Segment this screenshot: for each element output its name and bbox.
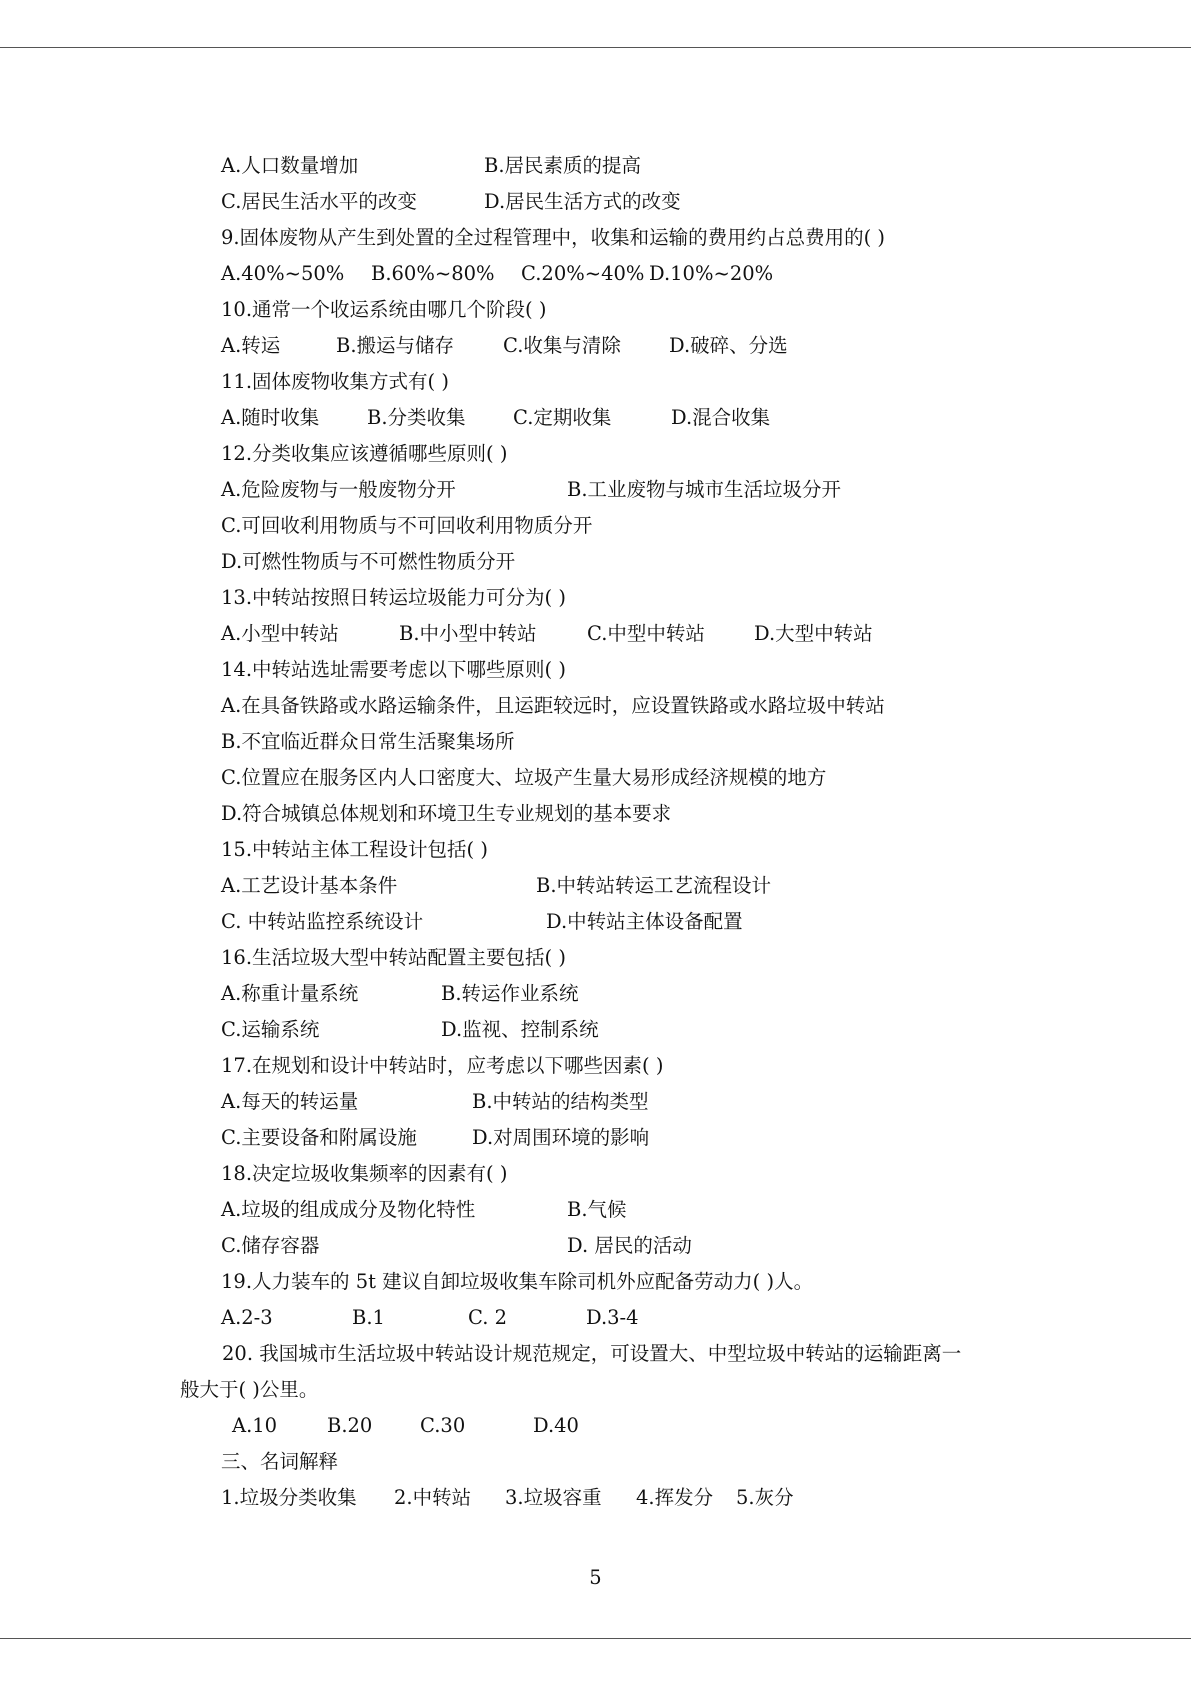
- q15-options-row-2: [0, 904, 1191, 940]
- q10-option-c: C.收集与清除: [503, 334, 621, 357]
- q17-option-a: A.每天的转运量: [221, 1090, 359, 1113]
- q8-option-c: C.居民生活水平的改变: [221, 190, 417, 213]
- q17-option-b: B.中转站的结构类型: [472, 1090, 649, 1113]
- q16-stem: 16.生活垃圾大型中转站配置主要包括( ): [221, 946, 566, 969]
- footer-rule: [0, 1638, 1191, 1639]
- q8-option-b: B.居民素质的提高: [484, 154, 642, 177]
- q18-options-row-2: [0, 1228, 1191, 1264]
- q15-option-c: C. 中转站监控系统设计: [221, 910, 424, 933]
- q9-option-a: A.40%~50%: [221, 262, 345, 285]
- q17-option-d: D.对周围环境的影响: [472, 1126, 650, 1149]
- q20-option-a: A.10: [232, 1414, 278, 1437]
- q19-option-c: C. 2: [468, 1306, 508, 1329]
- q18-option-a: A.垃圾的组成成分及物化特性: [221, 1198, 476, 1221]
- q19-options: [0, 1300, 1191, 1336]
- q10-options: [0, 328, 1191, 364]
- q15-options-row-1: [0, 868, 1191, 904]
- q12-options-row-1: [0, 472, 1191, 508]
- q10-stem: 10.通常一个收运系统由哪几个阶段( ): [221, 298, 547, 321]
- q12-option-c: C.可回收利用物质与不可回收利用物质分开: [221, 514, 593, 537]
- q13-options: [0, 616, 1191, 652]
- q20-option-d: D.40: [533, 1414, 579, 1437]
- q9-option-d: D.10%~20%: [649, 262, 774, 285]
- q11-stem: 11.固体废物收集方式有( ): [221, 370, 449, 393]
- q13-option-d: D.大型中转站: [754, 622, 873, 645]
- q16-options-row-2: [0, 1012, 1191, 1048]
- q17-stem: 17.在规划和设计中转站时，应考虑以下哪些因素( ): [221, 1054, 664, 1077]
- q13-option-a: A.小型中转站: [221, 622, 339, 645]
- term-item: 1.垃圾分类收集: [221, 1486, 357, 1509]
- q15-option-d: D.中转站主体设备配置: [546, 910, 743, 933]
- q19-option-b: B.1: [352, 1306, 385, 1329]
- section-3-heading: 三、名词解释: [221, 1450, 339, 1473]
- q14-option-d: D.符合城镇总体规划和环境卫生专业规划的基本要求: [221, 802, 672, 825]
- q9-option-b: B.60%~80%: [371, 262, 495, 285]
- q11-options: [0, 400, 1191, 436]
- q14-option-a: A.在具备铁路或水路运输条件，且运距较远时，应设置铁路或水路垃圾中转站: [221, 694, 885, 717]
- term-item: 3.垃圾容重: [505, 1486, 602, 1509]
- q9-option-c: C.20%~40%: [521, 262, 645, 285]
- q17-option-c: C.主要设备和附属设施: [221, 1126, 417, 1149]
- q14-option-b: B.不宜临近群众日常生活聚集场所: [221, 730, 515, 753]
- q13-option-b: B.中小型中转站: [399, 622, 537, 645]
- q18-options-row-1: [0, 1192, 1191, 1228]
- q18-option-b: B.气候: [567, 1198, 627, 1221]
- q10-option-a: A.转运: [221, 334, 281, 357]
- section-3-terms: [0, 1480, 1191, 1516]
- q18-stem: 18.决定垃圾收集频率的因素有( ): [221, 1162, 508, 1185]
- q15-stem: 15.中转站主体工程设计包括( ): [221, 838, 488, 861]
- q12-option-a: A.危险废物与一般废物分开: [221, 478, 456, 501]
- q10-option-b: B.搬运与储存: [336, 334, 455, 357]
- header-rule: [0, 47, 1191, 48]
- term-item: 5.灰分: [736, 1486, 794, 1509]
- page-number: 5: [589, 1566, 602, 1589]
- q8-options-row-1: [0, 148, 1191, 184]
- q13-option-c: C.中型中转站: [587, 622, 705, 645]
- q13-stem: 13.中转站按照日转运垃圾能力可分为( ): [221, 586, 566, 609]
- q11-option-d: D.混合收集: [671, 406, 771, 429]
- term-item: 4.挥发分: [636, 1486, 714, 1509]
- q11-option-b: B.分类收集: [367, 406, 466, 429]
- q16-option-d: D.监视、控制系统: [441, 1018, 599, 1041]
- q14-stem: 14.中转站选址需要考虑以下哪些原则( ): [221, 658, 566, 681]
- q20-stem-line-2: 般大于( )公里。: [180, 1378, 319, 1401]
- q9-options: [0, 256, 1191, 292]
- q20-option-c: C.30: [420, 1414, 466, 1437]
- q20-options: [0, 1408, 1191, 1444]
- q19-stem: 19.人力装车的 5t 建议自卸垃圾收集车除司机外应配备劳动力( )人。: [221, 1270, 814, 1293]
- q9-stem: 9.固体废物从产生到处置的全过程管理中，收集和运输的费用约占总费用的( ): [221, 226, 886, 249]
- q8-option-a: A.人口数量增加: [221, 154, 359, 177]
- q17-options-row-2: [0, 1120, 1191, 1156]
- q20-option-b: B.20: [327, 1414, 373, 1437]
- q18-option-c: C.储存容器: [221, 1234, 320, 1257]
- q10-option-d: D.破碎、分选: [669, 334, 788, 357]
- q16-option-c: C.运输系统: [221, 1018, 320, 1041]
- q19-option-a: A.2-3: [221, 1306, 273, 1329]
- term-item: 2.中转站: [394, 1486, 472, 1509]
- q15-option-a: A.工艺设计基本条件: [221, 874, 398, 897]
- q11-option-c: C.定期收集: [513, 406, 612, 429]
- q16-option-a: A.称重计量系统: [221, 982, 359, 1005]
- q20-stem-line-1: 20. 我国城市生活垃圾中转站设计规范规定，可设置大、中型垃圾中转站的运输距离一: [222, 1342, 962, 1365]
- document-body: [0, 148, 1191, 1516]
- q16-option-b: B.转运作业系统: [441, 982, 579, 1005]
- q12-stem: 12.分类收集应该遵循哪些原则( ): [221, 442, 508, 465]
- q12-option-d: D.可燃性物质与不可燃性物质分开: [221, 550, 516, 573]
- q19-option-d: D.3-4: [586, 1306, 639, 1329]
- q12-option-b: B.工业废物与城市生活垃圾分开: [567, 478, 842, 501]
- q14-option-c: C.位置应在服务区内人口密度大、垃圾产生量大易形成经济规模的地方: [221, 766, 827, 789]
- q17-options-row-1: [0, 1084, 1191, 1120]
- q8-options-row-2: [0, 184, 1191, 220]
- q18-option-d: D. 居民的活动: [567, 1234, 692, 1257]
- q16-options-row-1: [0, 976, 1191, 1012]
- q8-option-d: D.居民生活方式的改变: [484, 190, 681, 213]
- q15-option-b: B.中转站转运工艺流程设计: [536, 874, 772, 897]
- q11-option-a: A.随时收集: [221, 406, 320, 429]
